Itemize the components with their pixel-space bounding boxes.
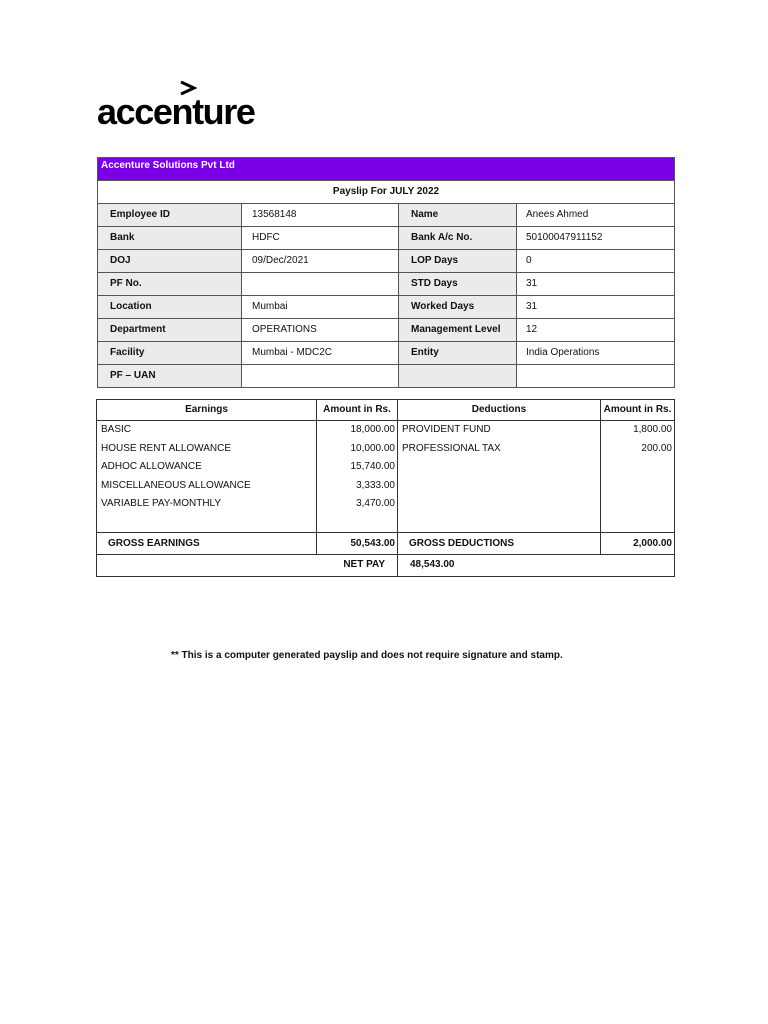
detail-value: Anees Ahmed [526,209,589,220]
detail-value [242,273,399,295]
earnings-header: Earnings [97,400,317,420]
deduction-amount: 1,800.00 [633,424,672,435]
detail-label: LOP Days [399,250,517,272]
detail-label: Management Level [399,319,517,341]
detail-value: 31 [526,278,538,289]
gross-row [97,533,674,555]
earnings-labels-column [97,421,317,532]
detail-value: OPERATIONS [242,319,399,341]
detail-value: 0 [526,255,532,266]
earning-label: VARIABLE PAY-MONTHLY [101,498,222,509]
net-pay-row [97,555,674,576]
earning-amount: 18,000.00 [350,424,395,435]
earning-label: BASIC [101,424,132,435]
deductions-amount-header: Amount in Rs. [603,404,672,415]
employee-details [98,204,674,388]
company-name-bar: Accenture Solutions Pvt Ltd [98,157,674,180]
detail-label: Department [98,319,242,341]
detail-value: 13568148 [242,204,399,226]
detail-row [98,365,674,388]
deduction-label: PROVIDENT FUND [402,424,491,435]
gross-deductions-value: 2,000.00 [633,538,672,549]
deduction-label: PROFESSIONAL TAX [402,442,501,454]
table-header-row [97,400,674,421]
detail-label: Facility [98,342,242,364]
deductions-amounts-column [601,421,674,532]
earning-amount: 3,470.00 [356,498,395,509]
detail-value: India Operations [526,347,600,358]
detail-value: Mumbai [242,296,399,318]
detail-value [242,365,399,387]
detail-label [399,365,517,387]
detail-value: 12 [526,324,538,335]
detail-value: 31 [526,301,538,312]
detail-value: 09/Dec/2021 [242,250,399,272]
earning-amount: 3,333.00 [356,479,395,491]
detail-value: 50100047911152 [526,232,603,243]
detail-row [98,204,674,227]
detail-label: Bank A/c No. [399,227,517,249]
detail-label: STD Days [399,273,517,295]
employee-info-block [97,157,675,388]
detail-value: HDFC [242,227,399,249]
earning-label: HOUSE RENT ALLOWANCE [101,442,232,454]
gross-earnings-value: 50,543.00 [317,533,398,554]
earnings-deductions-table [96,399,675,577]
table-body [97,421,674,533]
earning-label: MISCELLANEOUS ALLOWANCE [101,479,251,491]
detail-label: Location [98,296,242,318]
earning-label: ADHOC ALLOWANCE [101,461,202,472]
detail-row [98,250,674,273]
gross-deductions-label: GROSS DEDUCTIONS [398,533,601,554]
earning-amount: 10,000.00 [350,442,395,454]
earning-amount: 15,740.00 [350,461,395,472]
accenture-logo [97,80,255,132]
detail-row [98,319,674,342]
net-pay-value: 48,543.00 [410,559,455,570]
detail-label: Worked Days [399,296,517,318]
detail-label: PF No. [98,273,242,295]
detail-row [98,273,674,296]
detail-value: Mumbai - MDC2C [242,342,399,364]
deductions-labels-column [398,421,601,532]
detail-label: Entity [399,342,517,364]
net-pay-label: NET PAY [97,555,398,576]
footer-note: ** This is a computer generated payslip and does not require signature and stamp. [171,650,563,661]
detail-row [98,342,674,365]
gross-earnings-label: GROSS EARNINGS [97,533,317,554]
earnings-amounts-column [317,421,398,532]
detail-label: Name [399,204,517,226]
detail-row [98,227,674,250]
deductions-header: Deductions [398,400,601,420]
deduction-amount: 200.00 [641,442,672,454]
logo-wordmark: accenture [97,91,255,132]
detail-value [517,365,674,387]
detail-row [98,296,674,319]
earnings-amount-header: Amount in Rs. [317,400,398,420]
payslip-title: Payslip For JULY 2022 [98,180,674,204]
detail-label: DOJ [98,250,242,272]
detail-label: PF – UAN [98,365,242,387]
detail-label: Employee ID [98,204,242,226]
detail-label: Bank [98,227,242,249]
